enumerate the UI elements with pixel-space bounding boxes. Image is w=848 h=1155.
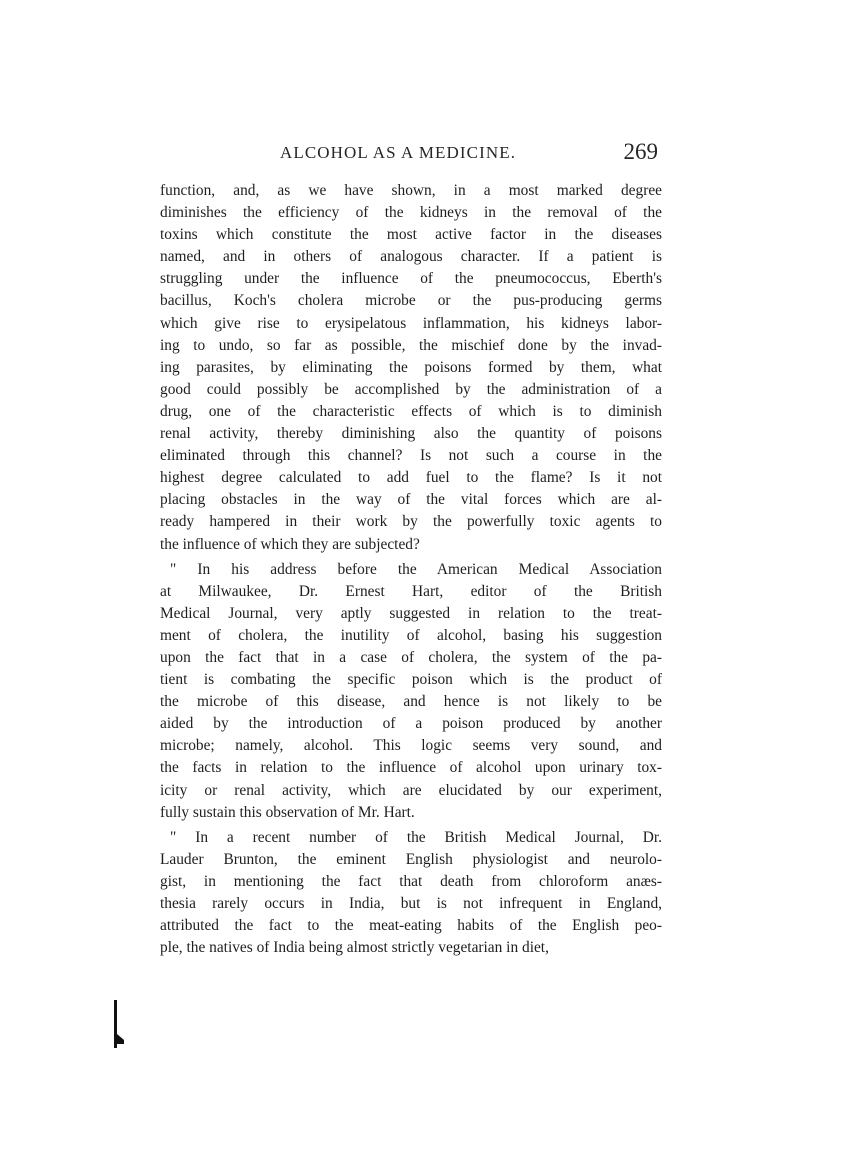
text-line: eliminated through this channel? Is not such a course in the — [160, 447, 662, 465]
text-line: good could possibly be accomplished by the administration of a — [160, 380, 662, 398]
text-line: aided by the introduction of a poison produced by another — [160, 715, 662, 733]
text-line: ing to undo, so far as possible, the mischief done by the invad- — [160, 336, 662, 354]
text-line: ple, the natives of India being almost strictly vegetarian in diet, — [160, 939, 549, 957]
text-line: icity or renal activity, which are elucidated by our experiment, — [160, 781, 662, 799]
text-line: named, and in others of analogous character. If a patient is — [160, 248, 662, 266]
running-head — [160, 141, 662, 169]
text-line: fully sustain this observation of Mr. Hart. — [160, 803, 415, 821]
text-line: the facts in relation to the influence of alcohol upon urinary tox- — [160, 759, 662, 777]
text-line: ing parasites, by eliminating the poisons formed by them, what — [160, 358, 662, 376]
text-line: renal activity, thereby diminishing also the quantity of poisons — [160, 425, 662, 443]
text-line: gist, in mentioning the fact that death from chloroform anæs- — [160, 872, 662, 890]
text-line: drug, one of the characteristic effects of which is to diminish — [160, 402, 662, 420]
text-line: placing obstacles in the way of the vital forces which are al- — [160, 491, 662, 509]
text-line: at Milwaukee, Dr. Ernest Hart, editor of the British — [160, 582, 662, 600]
text-line: " In his address before the American Medical Association — [170, 560, 662, 578]
text-line: thesia rarely occurs in India, but is not infrequent in England, — [160, 895, 662, 912]
text-line: " In a recent number of the British Medical Journal, Dr. — [170, 828, 662, 846]
text-line: Lauder Brunton, the eminent English physiologist and neurolo- — [160, 850, 662, 868]
text-line: the microbe of this disease, and hence is not likely to be — [160, 693, 662, 711]
text-line: bacillus, Koch's cholera microbe or the pus-producing germs — [160, 292, 662, 310]
text-line: tient is combating the specific poison which is the product of — [160, 671, 662, 689]
running-title: ALCOHOL AS A MEDICINE. — [280, 143, 517, 162]
text-line: toxins which constitute the most active factor in the diseases — [160, 226, 662, 244]
text-line: highest degree calculated to add fuel to the flame? Is it not — [160, 469, 662, 487]
text-line: ment of cholera, the inutility of alcohol, basing his suggestion — [160, 626, 662, 644]
text-line: Medical Journal, very aptly suggested in relation to the treat- — [160, 604, 662, 622]
text-line: struggling under the influence of the pneumococcus, Eberth's — [160, 270, 662, 288]
page-number: 269 — [623, 139, 658, 164]
body-text — [160, 180, 662, 959]
text-line: upon the fact that in a case of cholera, the system of the pa- — [160, 648, 662, 666]
text-line: which give rise to erysipelatous inflammation, his kidneys labor- — [160, 314, 662, 332]
text-line: function, and, as we have shown, in a most marked degree — [160, 182, 662, 199]
scan-edge-mark — [112, 1000, 126, 1048]
text-line: microbe; namely, alcohol. This logic seems very sound, and — [160, 737, 662, 755]
text-line: ready hampered in their work by the powerfully toxic agents to — [160, 513, 662, 531]
text-line: diminishes the efficiency of the kidneys in the removal of the — [160, 204, 662, 222]
text-line: the influence of which they are subjected? — [160, 535, 420, 553]
text-line: attributed the fact to the meat-eating habits of the English peo- — [160, 917, 662, 935]
